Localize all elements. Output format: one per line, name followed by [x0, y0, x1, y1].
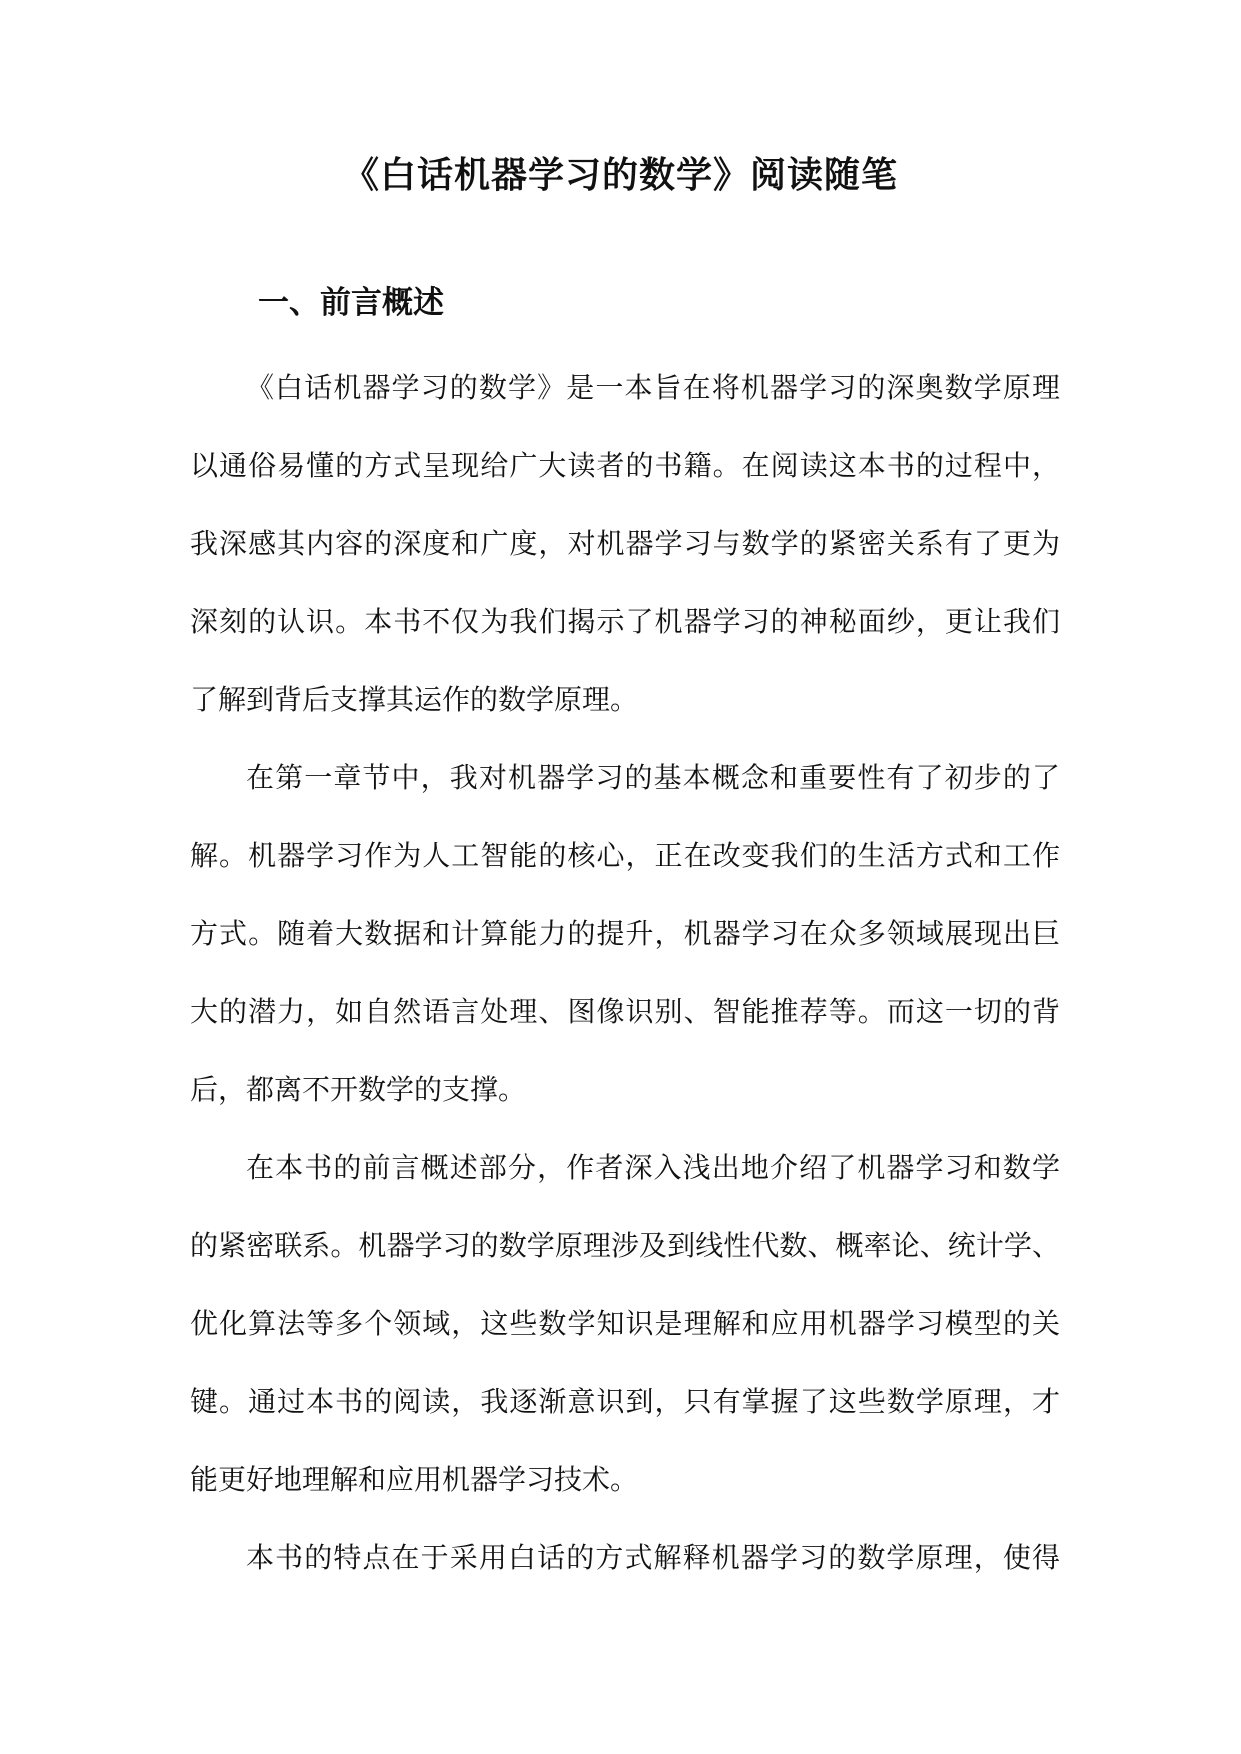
paragraph: [190, 1536, 1060, 1614]
text-line: 键。通过本书的阅读，我逐渐意识到，只有掌握了这些数学原理，才: [190, 1385, 1060, 1418]
paragraph: [190, 366, 1060, 756]
text-line: 后，都离不开数学的支撑。: [190, 1073, 527, 1106]
text-line: 能更好地理解和应用机器学习技术。: [190, 1463, 639, 1496]
paragraph: [190, 1146, 1060, 1536]
text-line: 了解到背后支撑其运作的数学原理。: [190, 683, 639, 716]
text-line: 在本书的前言概述部分，作者深入浅出地介绍了机器学习和数学: [246, 1151, 1060, 1184]
text-line: 本书的特点在于采用白话的方式解释机器学习的数学原理，使得: [246, 1541, 1060, 1574]
text-line: 解。机器学习作为人工智能的核心，正在改变我们的生活方式和工作: [190, 839, 1060, 872]
text-line: 深刻的认识。本书不仅为我们揭示了机器学习的神秘面纱，更让我们: [190, 605, 1060, 638]
section-heading: 一、前言概述: [258, 285, 444, 321]
paragraph: [190, 756, 1060, 1146]
text-line: 方式。随着大数据和计算能力的提升，机器学习在众多领域展现出巨: [190, 917, 1060, 950]
text-line: 我深感其内容的深度和广度，对机器学习与数学的紧密关系有了更为: [190, 527, 1060, 560]
document-title: 《白话机器学习的数学》阅读随笔: [342, 155, 898, 196]
text-line: 大的潜力，如自然语言处理、图像识别、智能推荐等。而这一切的背: [190, 995, 1060, 1028]
text-line: 《白话机器学习的数学》是一本旨在将机器学习的深奥数学原理: [246, 371, 1060, 404]
text-line: 以通俗易懂的方式呈现给广大读者的书籍。在阅读这本书的过程中，: [190, 449, 1060, 482]
text-line: 优化算法等多个领域，这些数学知识是理解和应用机器学习模型的关: [190, 1307, 1060, 1340]
document-body: [190, 366, 1060, 1614]
text-line: 的紧密联系。机器学习的数学原理涉及到线性代数、概率论、统计学、: [190, 1229, 1060, 1262]
text-line: 在第一章节中，我对机器学习的基本概念和重要性有了初步的了: [246, 761, 1060, 794]
